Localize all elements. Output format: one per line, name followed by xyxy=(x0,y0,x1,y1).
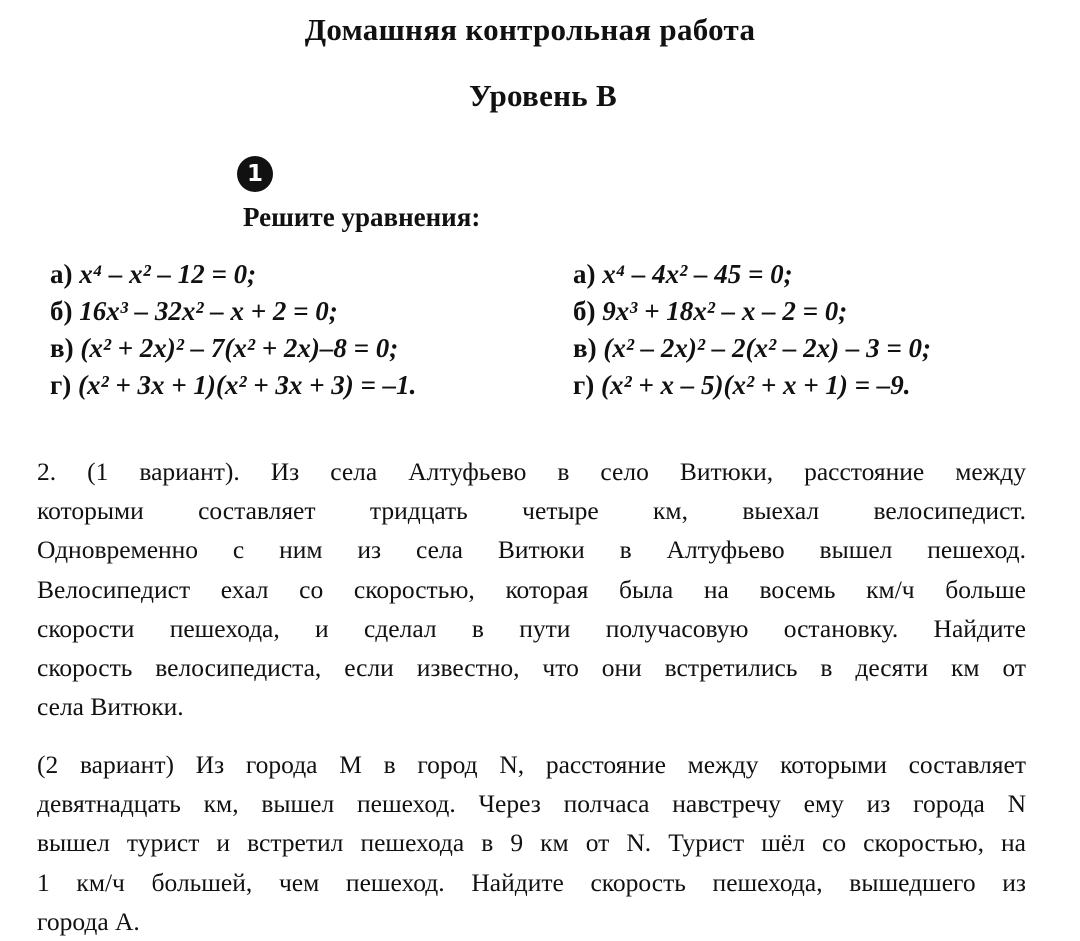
equation-item xyxy=(50,293,416,330)
equation-expression: (x² + 2x)² – 7(x² + 2x)–8 = 0; xyxy=(80,333,399,363)
equation-expression: (x² + 3x + 1)(x² + 3x + 3) = –1. xyxy=(78,370,417,400)
equation-item xyxy=(573,256,931,293)
text-line: Одновременно с ним из села Витюки в Алтуфьево вышел пешеход. xyxy=(37,535,1026,565)
equation-label: б) xyxy=(50,296,73,326)
equation-item xyxy=(573,293,931,330)
text-line: скорость велосипедиста, если известно, что они встретились в десяти км от xyxy=(37,652,1026,682)
text-line: 2. (1 вариант). Из села Алтуфьево в село Витюки, расстояние между xyxy=(37,457,1026,486)
level-title: Уровень В xyxy=(468,78,618,113)
equation-expression: x⁴ – 4x² – 45 = 0; xyxy=(602,259,793,289)
text-line: (2 вариант) Из города M в город N, расстояние между которыми составляет xyxy=(37,750,1026,779)
task-number-badge: 1 xyxy=(237,156,273,192)
equation-label: в) xyxy=(573,333,597,363)
text-line: которыми составляет тридцать четыре км, выехал велосипедист. xyxy=(37,496,1026,526)
equation-label: в) xyxy=(50,333,74,363)
text-line: вышел турист и встретил пешехода в 9 км от N. Турист шёл со скоростью, на xyxy=(37,828,1026,858)
equation-label: а) xyxy=(50,259,73,289)
problem-2-variant-1 xyxy=(37,452,1026,726)
equations-variant-1 xyxy=(50,256,416,404)
text-line: девятнадцать км, вышел пешеход. Через полчаса навстречу ему из города N xyxy=(37,789,1026,819)
equation-label: г) xyxy=(50,370,72,400)
equation-expression: (x² + x – 5)(x² + x + 1) = –9. xyxy=(601,370,911,400)
equation-label: г) xyxy=(573,370,595,400)
equations-variant-2 xyxy=(573,256,931,404)
equation-item xyxy=(50,330,416,367)
document-title: Домашняя контрольная работа xyxy=(304,12,756,47)
equation-expression: 9x³ + 18x² – x – 2 = 0; xyxy=(602,296,848,326)
equation-expression: (x² – 2x)² – 2(x² – 2x) – 3 = 0; xyxy=(603,333,931,363)
equation-expression: 16x³ – 32x² – x + 2 = 0; xyxy=(79,296,338,326)
equation-expression: x⁴ – x² – 12 = 0; xyxy=(79,259,257,289)
text-line: села Витюки. xyxy=(37,692,184,722)
text-line: Велосипедист ехал со скоростью, которая была на восемь км/ч больше xyxy=(37,574,1026,604)
equation-item xyxy=(573,330,931,367)
equation-item xyxy=(50,367,416,404)
task-heading: Решите уравнения: xyxy=(243,202,481,232)
equation-label: а) xyxy=(573,259,596,289)
text-line: 1 км/ч большей, чем пешеход. Найдите скорость пешехода, вышедшего из xyxy=(37,867,1026,897)
text-line: города А. xyxy=(37,906,140,936)
text-line: скорости пешехода, и сделал в пути получасовую остановку. Найдите xyxy=(37,613,1026,643)
equation-item xyxy=(50,256,416,293)
problem-2-variant-2 xyxy=(37,745,1026,941)
equation-item xyxy=(573,367,931,404)
equation-label: б) xyxy=(573,296,596,326)
